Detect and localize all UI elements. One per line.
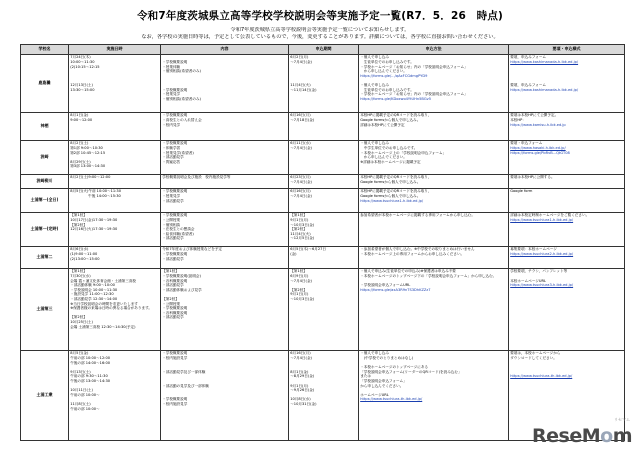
method-line: ・本校ホームページ上の専用フォームからお申し込みください。 [360,251,465,256]
date-line: 8月5日(金) [70,351,89,356]
date-cell [69,268,161,350]
school-name-cell: 鹿島灘 [21,54,69,112]
period-line: 6月9日(月) [290,273,309,278]
form-line: 要項・申込フォーム [510,141,543,146]
period-line: (金) [290,251,297,256]
method-line: ・個人で申し込み [360,82,389,87]
date-line: ※保護者様の来場は日時の異なる場合があります。 [70,306,152,311]
content-line: ・部活動体験および見学 [162,287,202,292]
note-line: 令和7年度茨城県立高等学校説明会等実施予定一覧についてお知らせします。 [230,27,410,33]
date-line: (1)9:00～11:00 [70,251,98,256]
period-line: 【第2回】 [290,287,307,292]
content-line: ・部活動見学 [162,236,184,241]
content-line: ・授業体験 [162,64,181,69]
content-line: ・公開授業 [162,301,181,306]
date-line: 【第1回】 [70,213,87,218]
method-line: ・本校ホームページのトップページにある [360,365,429,370]
url-link[interactable]: https://www.hasaki-h.ibk.ed.jp/ [510,145,566,150]
content-line: ・個別相談 [162,222,181,227]
url-link[interactable]: https://www.kashimanada-h.ibk.ed.jp/ [510,59,579,64]
url-link[interactable]: https://www.kamisu-h.ibk.ed.jp [510,122,566,127]
period-cell [289,188,359,212]
content-line: ・質疑応答 [162,159,181,164]
date-line: 【第1回】 [70,269,87,274]
period-line: ～12月5日(金) [290,236,315,241]
period-line: ～7月4日(金) [290,59,312,64]
content-cell [161,140,289,174]
period-line: ～10月3日(金) [290,296,315,301]
form-line: 要項は本校HPに公開する。 [510,175,555,180]
date-line: 10月17日(金)17:30～19:30 [70,217,118,222]
period-line: ～10月31日(金) [290,401,317,406]
period-cell [289,350,359,440]
form-line: 要項，申込みフォーム [510,55,546,60]
method-cell [359,268,509,350]
date-line: 10月11日(土) [70,388,93,393]
date-line: 10:00～11:30 [70,59,95,64]
method-line: 本校HPに掲載予定のQRコードを読み取り， [360,189,432,194]
date-line: (2)10:15～12:15 [70,64,100,69]
date-line: 午前の部 9:30～11:30 [70,374,108,379]
method-line: ・個人で申込み(生徒単位での申込み)※保護者は申込み不要 [360,269,456,274]
content-line: ・学校概要説明 [162,306,188,311]
content-line: ・公開授業 [162,217,181,222]
date-line: 午前の部 10:00～ [70,392,100,397]
url-link[interactable]: https://forms.gle/PbRvB...QtGT08 [510,150,570,155]
period-line: 6月11日(水) [290,141,311,146]
period-line: 11月4日(火) [290,82,311,87]
period-line: 6月2日(月) [290,55,309,60]
date-line: 午後の部 13:00～14:30 [70,378,111,383]
date-line: 午後の部 14:00～16:00 [70,360,111,365]
date-line: 【第2回】 [70,315,87,320]
date-line: 8月29日(土) [70,159,91,164]
table-row [21,174,625,188]
method-line: ・個人で申し込み [360,351,389,356]
content-line: ・部活動見学 [162,256,184,261]
method-line: ・参加希望者が個人で申し込む。※中学校での取りまとめは行いません [360,247,475,252]
date-line: 11月8日(土) [70,401,91,406]
header-method: 申込方法 [359,45,509,55]
method-line: ・本校ホームページのトップページ下の「学校説明会申込フォーム」から申し込む。 [360,273,497,278]
method-line: ・個人で申し込み [360,141,389,146]
content-line: ・学校概要説明 [162,141,188,146]
url-link[interactable]: https://www.tsuchiura3-h.ibk.ed.jp/ [510,283,574,288]
content-cell [161,212,289,246]
period-line: ～7月4日(金) [290,355,312,360]
table-row [21,268,625,350]
period-line: ～7月4日(金) [290,145,312,150]
header-date: 実施日時 [69,45,161,55]
date-line: 7月24日(木) [70,55,91,60]
method-line: ※詳細は本校ホームページに掲載予定 [360,159,421,164]
date-line: 12月16日(火)17:30～19:30 [70,227,118,232]
content-line: ・学校概要説明 [162,213,188,218]
form-line: 要項は本校HPにて公開予定。 [510,113,559,118]
method-line: ・学校ホームページ「お知らせ」内の「学校説明会申込フォーム」 [360,64,468,69]
date-line: 9:00～12:00 [70,117,93,122]
form-line: ダウンロードしてください。 [510,355,557,360]
period-cell [289,112,359,140]
method-line: ・学校説明会申込フォームURL [360,283,411,288]
date-line: ・部活動見学 12:30～14:00 [70,296,118,301]
method-line: ホームページURL [360,392,389,397]
period-cell [289,140,359,174]
period-line: 6月5日(木)～6月27日 [290,247,326,252]
content-line: ・各科概要説明 [162,278,188,283]
content-line: ・部活動見学 [162,315,184,320]
period-line: 6月16日(月) [290,351,311,356]
content-line: ・学校概要説明 [162,351,188,356]
date-line: ・学校説明会 10:00～11:30 [70,287,118,292]
form-cell [509,212,625,246]
period-line: 6月23日(月) [290,175,311,180]
form-line: 詳細は本校定時制ホームページをご覧ください。 [510,213,590,218]
form-line: 本校ホームページURL [510,278,546,283]
method-cell [359,54,509,112]
period-line: 【第1回】 [290,269,307,274]
method-line: または [360,374,371,379]
school-name-cell: 神栖 [21,112,69,140]
method-line: 中学生単位でのお申し込みです。 [360,145,418,150]
date-cell [69,350,161,440]
content-cell [161,54,289,112]
watermark-sub: リセマム [614,417,630,422]
date-cell [69,212,161,246]
content-line: ・学校概要説明 [162,59,188,64]
content-cell [161,350,289,440]
method-cell [359,174,509,188]
content-line: ・給食体験(希望者) [162,231,194,236]
method-line: 「学校説明会申込フォーム」 [360,378,407,383]
period-line: 9月1日(月) [290,383,309,388]
date-cell [69,54,161,112]
date-line: 7月30日(水) [70,273,91,278]
table-row [21,188,625,212]
method-line: ・個人で申し込み [360,55,389,60]
resemom-logo: ReseMom [532,425,632,447]
period-line: 【第2回】 [290,227,307,232]
content-line: ・学校概要説明 [162,113,188,118]
school-name-cell: 土浦第一(定時) [21,212,69,246]
period-cell [289,268,359,350]
date-line: 会場 霞ヶ浦文化体育会館・土浦第三高校 [70,278,137,283]
method-line: 「学校説明会申込フォーム(リーダーのQRコード)を読み込む」 [360,369,462,374]
school-name-cell: 土浦工業 [21,350,69,440]
method-line: Google formsから個人で申し込み。 [360,117,421,122]
date-line: 9月13日(土) [70,369,91,374]
header-form: 要項・申込様式 [509,45,625,55]
school-name-cell: 波崎柳川 [21,174,69,188]
period-line: ～7月18日(金) [290,117,315,122]
date-line: ・施設見学 11:00～12:30 [70,292,114,297]
date-line: (2)13:00～15:00 [70,256,100,261]
date-cell [69,174,161,188]
note-line: なお，各学校の実施日時等は，予定として公表しているもので，今後，変更することがあります。詳細については，各学校に直接お問い合わせください。 [141,34,499,40]
school-name-cell: 波崎 [21,140,69,174]
url-link[interactable]: https://www.tsuchiura-th.ibk.ed.jp/ [360,397,423,402]
date-line: 13:30～15:00 [70,87,95,92]
url-link[interactable]: https://forms.gle/.../qAxFCGdmgPYD9 [360,73,428,78]
date-cell [69,246,161,268]
date-cell [69,188,161,212]
form-line: 要項，申込みフォーム [510,82,546,87]
form-cell [509,140,625,174]
school-name-cell: 土浦第一(全日) [21,188,69,212]
date-line: 第1部 9:00～10:30 [70,145,103,150]
content-line: ・校内見学 [162,122,181,127]
url-link[interactable]: https://www.tsuchiura2-h.ibk.ed.jp/ [510,251,574,256]
content-line: ・学校概要説明(説明会) [162,273,201,278]
date-line: 8月6日(水) [70,247,89,252]
form-line: 本校HP： [510,117,526,122]
method-line: 生徒単位でのお申し込みです。 [360,87,414,92]
date-line: 8月2日(土) [70,141,89,146]
period-line: 8月1日(金) [290,369,309,374]
date-line: 午前の部 10:00～ [70,406,100,411]
period-line [290,164,357,169]
document-notes [0,27,640,41]
period-line: 【第1回】 [290,213,307,218]
form-cell [509,188,625,212]
content-line: ・授業見学 [162,92,181,97]
period-line: ～7月4日(金) [290,179,312,184]
date-line: 午前の部 10:00～12:00 [70,355,111,360]
table-row [21,212,625,246]
date-line: 【第2回】 [70,222,87,227]
content-line: ・学校概要説明 [162,189,188,194]
date-line: 第3部 13:00～14:30 [70,164,106,169]
header-period: 申込期間 [289,45,359,55]
form-cell [509,112,625,140]
method-cell [359,212,509,246]
table-row [21,54,625,112]
content-cell [161,246,289,268]
content-line: 令和7年度および体験授業などを予定 [162,247,222,252]
period-line: 11月4日(火) [290,231,311,236]
url-link[interactable]: https://www.tsuchiura-th.ibk.ed.jp/ [510,374,573,379]
table-row [21,112,625,140]
method-cell [359,350,509,440]
content-line: ・個別相談(希望者のみ) [162,96,201,101]
period-line: ～7月4日(金) [290,278,312,283]
period-line: 6月16日(月) [290,189,311,194]
method-cell [359,246,509,268]
method-cell [359,188,509,212]
content-line: ・学校概要説明 [162,251,188,256]
period-line: ～10月3日(金) [290,222,315,227]
form-line: Google form [510,189,533,194]
form-cell [509,174,625,188]
method-line: 生徒単位でのお申し込みです。 [360,59,414,64]
method-line: Google formsから個人で申し込み。 [360,193,421,198]
content-line: ・校内施設見学 [162,355,188,360]
content-line: ・校内施設見学 [162,401,188,406]
url-link[interactable]: https://www.tsuchiura1-h.ibk.ed.jp/ [510,217,574,222]
date-line: 午後 14:00～15:30 [70,193,121,198]
method-line: 参加希望者が本校ホームページに掲載する専用フォームから申し込む。 [360,213,475,218]
period-cell [289,54,359,112]
url-link[interactable]: https://forms.gle/KDoxwo4YtUHn5BGv5 [360,96,432,101]
content-line: ・学校概要説明 [162,397,188,402]
header-content: 内容 [161,45,289,55]
content-line: 【第2回】 [162,296,179,301]
date-line: ※当日学校説明会の時間を変更いたします [70,301,138,306]
date-cell [69,112,161,140]
date-line: 会場 土浦第三高校 12:30～14:30(予定) [70,324,136,329]
school-name-cell: 土浦第二 [21,246,69,268]
school-name-cell: 土浦第三 [21,268,69,350]
method-line: から申し込んでください。 [360,155,407,160]
content-line: ・個別相談(希望者のみ) [162,69,201,74]
table-row [21,246,625,268]
method-line: 本校HPに掲載予定のQRコードを読み取り， [360,175,432,180]
content-cell [161,188,289,212]
url-link[interactable]: https://www.tsuchiura1-h.ibk.ed.jp/ [360,198,424,203]
method-line: から申し込んでください。 [360,69,407,74]
content-line: 学校概要説明会及び施設 校内施設見学等 [162,175,231,180]
content-line: ・部活動見学 [162,283,184,288]
content-line: ・高校生との入れ替え会 [162,117,202,122]
document-title: 令和7年度茨城県立高等学校学校説明会等実施予定一覧(R7．5．26 時点) [136,10,504,22]
period-line: 6月16日(月) [290,113,311,118]
content-line: ・部活動見学 [162,198,184,203]
period-line: ～11月14日(金) [290,87,317,92]
url-link[interactable]: https://forms.gle/axA3R9nTS3DhKZZz7 [360,287,431,292]
date-line: 12月13日(土) [70,82,93,87]
date-line: 8月5日(火)午前 10:00～11:30 [70,189,121,194]
content-line: ・部活動見学及び一部体験 [162,369,206,374]
method-line: 詳細は本校HPにて公開予定 [360,122,405,127]
form-cell [509,54,625,112]
date-cell [69,140,161,174]
method-line: ・学校ホームページ「お知らせ」内の「学校説明会申込フォーム」 [360,92,468,97]
schedule-table [20,44,625,441]
date-line: 第2部 10:45～12:15 [70,150,106,155]
date-line: ・部活動体験 9:00～10:00 [70,283,115,288]
header-school: 学校名 [21,45,69,55]
content-cell [161,268,289,350]
method-line: 本校HPに掲載予定のQRコードを読み取り， [360,113,432,118]
content-cell [161,174,289,188]
content-line: ・学校概要説明 [162,87,188,92]
content-line: ・部活動の見学及び一部体験 [162,383,209,388]
period-line: 9月1日(月) [290,217,309,222]
form-cell [509,246,625,268]
method-line: Google formsから個人で申し込み。 [360,179,421,184]
content-line: ・授業見学(希望者) [162,150,194,155]
method-cell [359,112,509,140]
method-line: ・本校ホームページ上の「学校説明会申込フォーム」 [360,150,447,155]
form-cell [509,268,625,350]
date-line: 10月25日(土) [70,319,93,324]
content-line: ・部活動見学 [162,155,184,160]
period-cell [289,174,359,188]
form-line: 要項は，本校ホームページから [510,351,561,356]
content-line: ・各科概要説明 [162,310,188,315]
period-cell [289,212,359,246]
period-line: 9月1日(月) [290,292,309,297]
url-link[interactable]: https://www.kashimanada-h.ibk.ed.jp/ [510,87,579,92]
date-line: 8月2日(土)9:00～12:00 [70,175,111,180]
form-line: 募集要項：本校ホームページ [510,247,557,252]
content-line: ・在校生との懇談会 [162,227,195,232]
form-line: 学校要項，チラシ，パンフレット等 [510,269,568,274]
method-line: から申し込んでください。 [360,383,404,388]
content-line: 【第1回】 [162,269,179,274]
method-cell [359,140,509,174]
content-line: ・授業見学 [162,193,181,198]
period-line: 10月8日(水) [290,397,311,402]
method-line: (中学校でのとりまとめはなし) [360,355,414,360]
period-cell [289,246,359,268]
content-line: ・体験学習 [162,145,181,150]
period-line: ～9月26日(金) [290,388,315,393]
date-line: 8月1日(金) [70,113,89,118]
table-header-row [21,45,625,55]
content-cell [161,112,289,140]
table-row [21,140,625,174]
period-line: ～8月29日(金) [290,374,315,379]
period-line: ～7月4日(金) [290,193,312,198]
